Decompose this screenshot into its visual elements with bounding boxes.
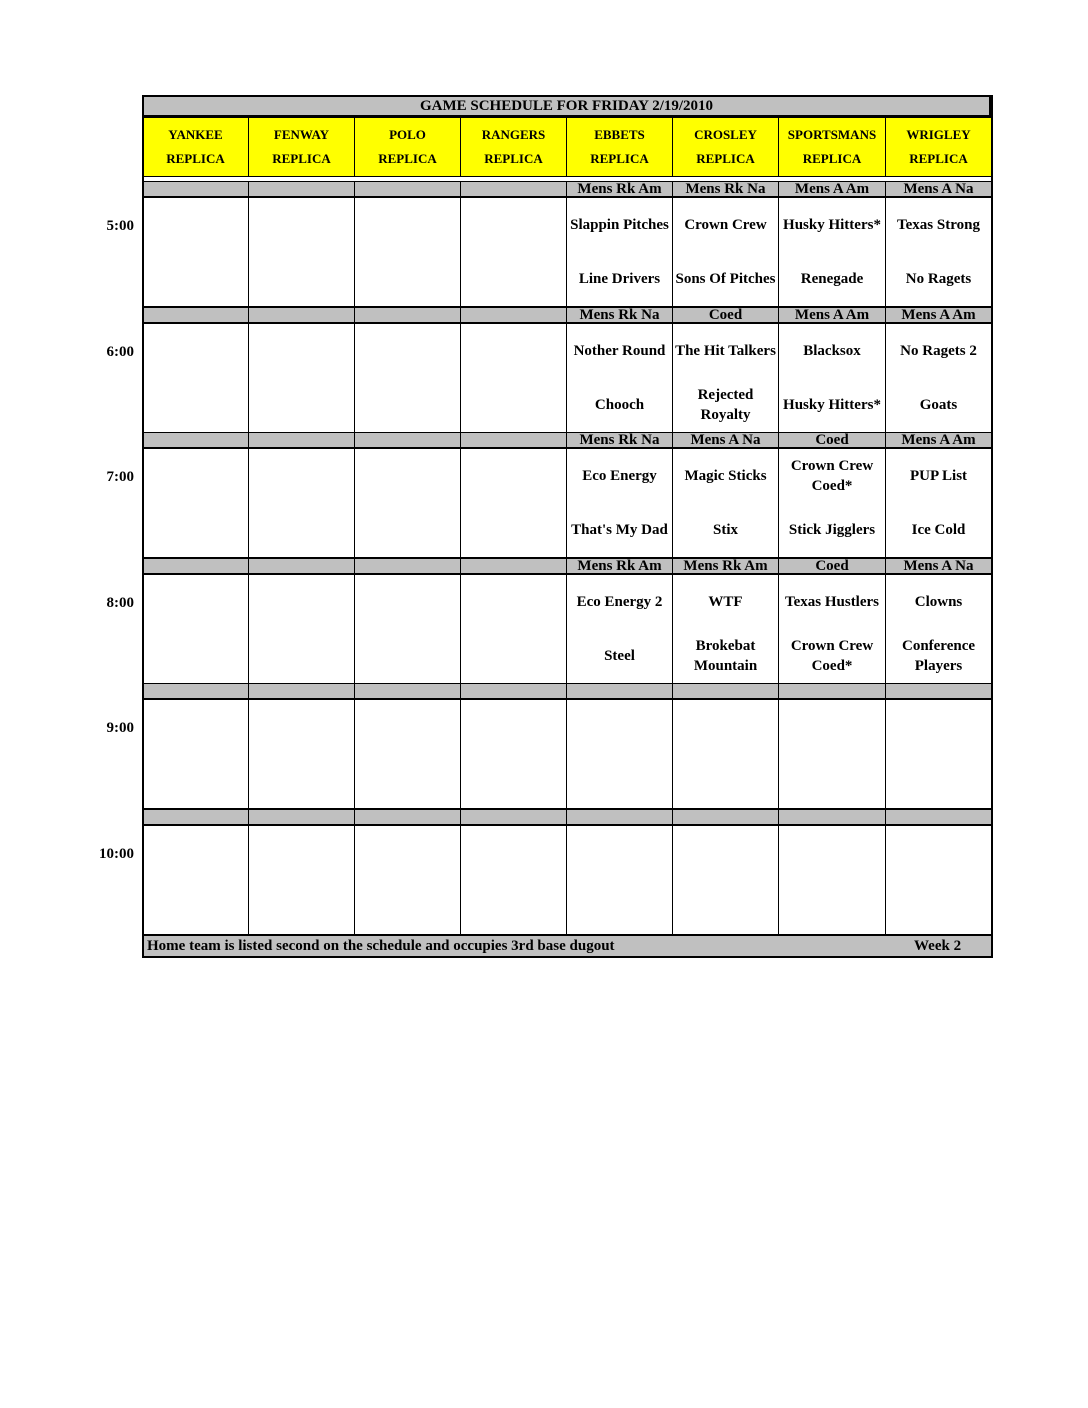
game-cell (778, 699, 886, 809)
game-cell (672, 574, 779, 684)
field-header (142, 117, 249, 177)
home-team (143, 503, 248, 557)
division-label (142, 181, 249, 197)
away-team: Crown Crew (684, 217, 767, 233)
away-team (779, 700, 885, 754)
home-team (143, 378, 248, 432)
game-cell (248, 699, 355, 809)
game-cell (142, 323, 249, 433)
game-cell (460, 323, 567, 433)
home-team (461, 880, 566, 934)
field-name: FENWAY (273, 127, 330, 142)
time-label: 8:00 (106, 594, 134, 611)
field-subtitle: REPLICA (696, 151, 755, 166)
home-team: Ice Cold (911, 522, 966, 538)
field-name: RANGERS (481, 127, 546, 142)
game-cell (885, 574, 992, 684)
home-team (673, 754, 778, 808)
division-label: Mens Rk Na (672, 181, 779, 197)
home-team (461, 754, 566, 808)
division-label: Coed (778, 432, 886, 448)
away-team (779, 826, 885, 880)
week-label: Week 2 (914, 938, 962, 954)
home-team: Line Drivers (578, 271, 661, 287)
home-team (143, 880, 248, 934)
game-cell (142, 197, 249, 307)
away-team (143, 324, 248, 378)
away-team: Crown Crew Coed* (790, 458, 874, 494)
game-cell (778, 323, 886, 433)
division-label: Mens Rk Am (566, 181, 673, 197)
division-label (248, 432, 355, 448)
game-cell (566, 574, 673, 684)
home-team (143, 629, 248, 683)
division-label: Mens Rk Na (566, 307, 673, 323)
away-team: No Ragets 2 (900, 342, 977, 359)
game-cell (566, 197, 673, 307)
away-team: Eco Energy (582, 468, 657, 484)
home-team (673, 880, 778, 934)
home-team (143, 754, 248, 808)
away-team (249, 826, 354, 880)
away-team: Clowns (914, 593, 963, 610)
game-cell (142, 699, 249, 809)
game-cell (460, 825, 567, 935)
game-cell (142, 448, 249, 558)
game-cell (885, 197, 992, 307)
time-label: 5:00 (106, 218, 134, 234)
away-team (567, 700, 672, 754)
home-team (249, 378, 354, 432)
away-team (143, 198, 248, 252)
game-cell (248, 323, 355, 433)
division-label: Mens Rk Am (566, 558, 673, 574)
away-team (355, 324, 460, 378)
home-team: Stick Jigglers (788, 522, 876, 538)
home-team (461, 503, 566, 557)
game-cell (248, 825, 355, 935)
away-team (143, 575, 248, 629)
home-team (355, 629, 460, 683)
away-team (461, 826, 566, 880)
game-cell (566, 323, 673, 433)
field-header (672, 117, 779, 177)
division-label (248, 181, 355, 197)
game-cell (672, 825, 779, 935)
division-label (460, 683, 567, 699)
game-cell (672, 699, 779, 809)
game-cell (460, 448, 567, 558)
game-cell (460, 699, 567, 809)
away-team (567, 826, 672, 880)
division-label (778, 809, 886, 825)
field-name: POLO (389, 127, 426, 142)
division-label (566, 809, 673, 825)
game-cell (885, 323, 992, 433)
game-cell (885, 825, 992, 935)
field-name: EBBETS (594, 127, 645, 142)
time-label: 6:00 (106, 343, 134, 360)
division-label: Mens A Am (778, 181, 886, 197)
game-cell (142, 574, 249, 684)
game-cell (248, 448, 355, 558)
away-team (461, 449, 566, 503)
division-label (142, 683, 249, 699)
away-team: Texas Hustlers (784, 593, 880, 610)
away-team (673, 700, 778, 754)
game-cell (354, 197, 461, 307)
field-header (354, 117, 461, 177)
division-label (248, 558, 355, 574)
division-label (142, 307, 249, 323)
away-team: Slappin Pitches (570, 217, 669, 233)
division-label: Mens Rk Am (672, 558, 779, 574)
division-label: Mens A Am (885, 432, 992, 448)
away-team (461, 575, 566, 629)
division-label (778, 683, 886, 699)
away-team (249, 324, 354, 378)
time-label: 9:00 (106, 720, 134, 736)
division-label (354, 181, 461, 197)
away-team (249, 449, 354, 503)
field-header (885, 117, 992, 177)
game-cell (354, 699, 461, 809)
division-label: Mens A Am (778, 307, 886, 323)
home-team (886, 754, 991, 808)
away-team: Husky Hitters* (783, 217, 881, 233)
game-cell (354, 448, 461, 558)
home-team: That's My Dad (571, 522, 668, 538)
game-cell (885, 699, 992, 809)
division-label (885, 809, 992, 825)
away-team (355, 198, 460, 252)
game-cell (142, 825, 249, 935)
away-team (143, 826, 248, 880)
game-cell (248, 197, 355, 307)
division-label (142, 432, 249, 448)
home-team (461, 252, 566, 306)
home-team (249, 880, 354, 934)
home-team: Rejected Royalty (697, 386, 754, 423)
home-team (249, 629, 354, 683)
home-team (779, 754, 885, 808)
home-team: Steel (604, 647, 635, 664)
game-cell (778, 574, 886, 684)
home-team (461, 629, 566, 683)
division-label (460, 307, 567, 323)
division-label (566, 683, 673, 699)
division-label (885, 683, 992, 699)
division-label (460, 558, 567, 574)
away-team (461, 700, 566, 754)
game-cell (778, 197, 886, 307)
away-team (673, 826, 778, 880)
away-team (143, 449, 248, 503)
division-label (460, 432, 567, 448)
schedule-footer (142, 934, 993, 958)
game-cell (672, 197, 779, 307)
field-subtitle: REPLICA (378, 151, 437, 166)
field-name: CROSLEY (694, 127, 757, 142)
home-team: Goats (919, 396, 958, 413)
game-cell (566, 699, 673, 809)
game-cell (566, 825, 673, 935)
home-team: Chooch (594, 396, 645, 413)
home-team (461, 378, 566, 432)
division-label (354, 683, 461, 699)
game-cell (778, 448, 886, 558)
game-cell (672, 323, 779, 433)
home-team: Sons Of Pitches (675, 271, 776, 287)
game-cell (248, 574, 355, 684)
game-cell (354, 574, 461, 684)
division-label: Mens A Na (885, 181, 992, 197)
game-cell (460, 574, 567, 684)
game-cell (460, 197, 567, 307)
away-team (886, 700, 991, 754)
away-team (355, 700, 460, 754)
division-label: Mens Rk Na (566, 432, 673, 448)
home-team: Crown Crew Coed* (790, 637, 874, 674)
game-cell (672, 448, 779, 558)
division-label (142, 809, 249, 825)
field-subtitle: REPLICA (484, 151, 543, 166)
division-label (460, 181, 567, 197)
division-label (672, 683, 779, 699)
division-label: Coed (672, 307, 779, 323)
division-label: Mens A Na (672, 432, 779, 448)
home-team (355, 503, 460, 557)
home-team (779, 880, 885, 934)
field-header (778, 117, 886, 177)
away-team (355, 826, 460, 880)
home-team (249, 252, 354, 306)
away-team: Texas Strong (897, 217, 980, 233)
field-subtitle: REPLICA (909, 151, 968, 166)
home-team-note: Home team is listed second on the schedule and occupies 3rd base dugout (147, 938, 615, 954)
field-header (460, 117, 567, 177)
home-team: No Ragets (905, 271, 972, 287)
away-team: PUP List (909, 468, 968, 484)
home-team (355, 754, 460, 808)
home-team: Brokebat Mountain (693, 637, 758, 674)
division-label (142, 558, 249, 574)
division-label (248, 683, 355, 699)
home-team (886, 880, 991, 934)
division-label (354, 432, 461, 448)
home-team (355, 378, 460, 432)
away-team (143, 700, 248, 754)
field-subtitle: REPLICA (166, 151, 225, 166)
field-name: SPORTSMANS (787, 127, 877, 142)
away-team: Magic Sticks (684, 468, 767, 484)
away-team (355, 575, 460, 629)
home-team (567, 754, 672, 808)
field-header (248, 117, 355, 177)
away-team (249, 198, 354, 252)
home-team: Husky Hitters* (783, 396, 881, 413)
away-team (249, 700, 354, 754)
home-team (355, 252, 460, 306)
away-team (355, 449, 460, 503)
home-team (567, 880, 672, 934)
away-team (461, 198, 566, 252)
home-team: Renegade (800, 271, 864, 287)
home-team: Stix (712, 522, 738, 538)
division-label (672, 809, 779, 825)
field-name: WRIGLEY (906, 127, 971, 142)
away-team: Nother Round (573, 342, 666, 359)
division-label (354, 558, 461, 574)
home-team (249, 754, 354, 808)
game-cell (885, 448, 992, 558)
schedule-title: GAME SCHEDULE FOR FRIDAY 2/19/2010 (142, 95, 991, 117)
division-label (354, 307, 461, 323)
division-label: Mens A Na (885, 558, 992, 574)
away-team: The Hit Talkers (675, 342, 776, 359)
field-subtitle: REPLICA (802, 151, 862, 166)
time-label: 10:00 (99, 845, 134, 862)
home-team (249, 503, 354, 557)
away-team (886, 826, 991, 880)
away-team (461, 324, 566, 378)
division-label (354, 809, 461, 825)
time-label: 7:00 (106, 469, 134, 485)
away-team: WTF (708, 593, 743, 610)
division-label (248, 809, 355, 825)
game-cell (778, 825, 886, 935)
away-team (249, 575, 354, 629)
field-subtitle: REPLICA (590, 151, 649, 166)
game-cell (354, 825, 461, 935)
game-cell (566, 448, 673, 558)
home-team (143, 252, 248, 306)
field-name: YANKEE (168, 127, 223, 142)
away-team: Eco Energy 2 (576, 593, 663, 610)
division-label: Coed (778, 558, 886, 574)
game-cell (354, 323, 461, 433)
division-label: Mens A Am (885, 307, 992, 323)
division-label (248, 307, 355, 323)
home-team (355, 880, 460, 934)
field-subtitle: REPLICA (272, 151, 331, 166)
away-team: Blacksox (803, 342, 861, 359)
field-header (566, 117, 673, 177)
division-label (460, 809, 567, 825)
home-team: Conference Players (901, 637, 976, 674)
